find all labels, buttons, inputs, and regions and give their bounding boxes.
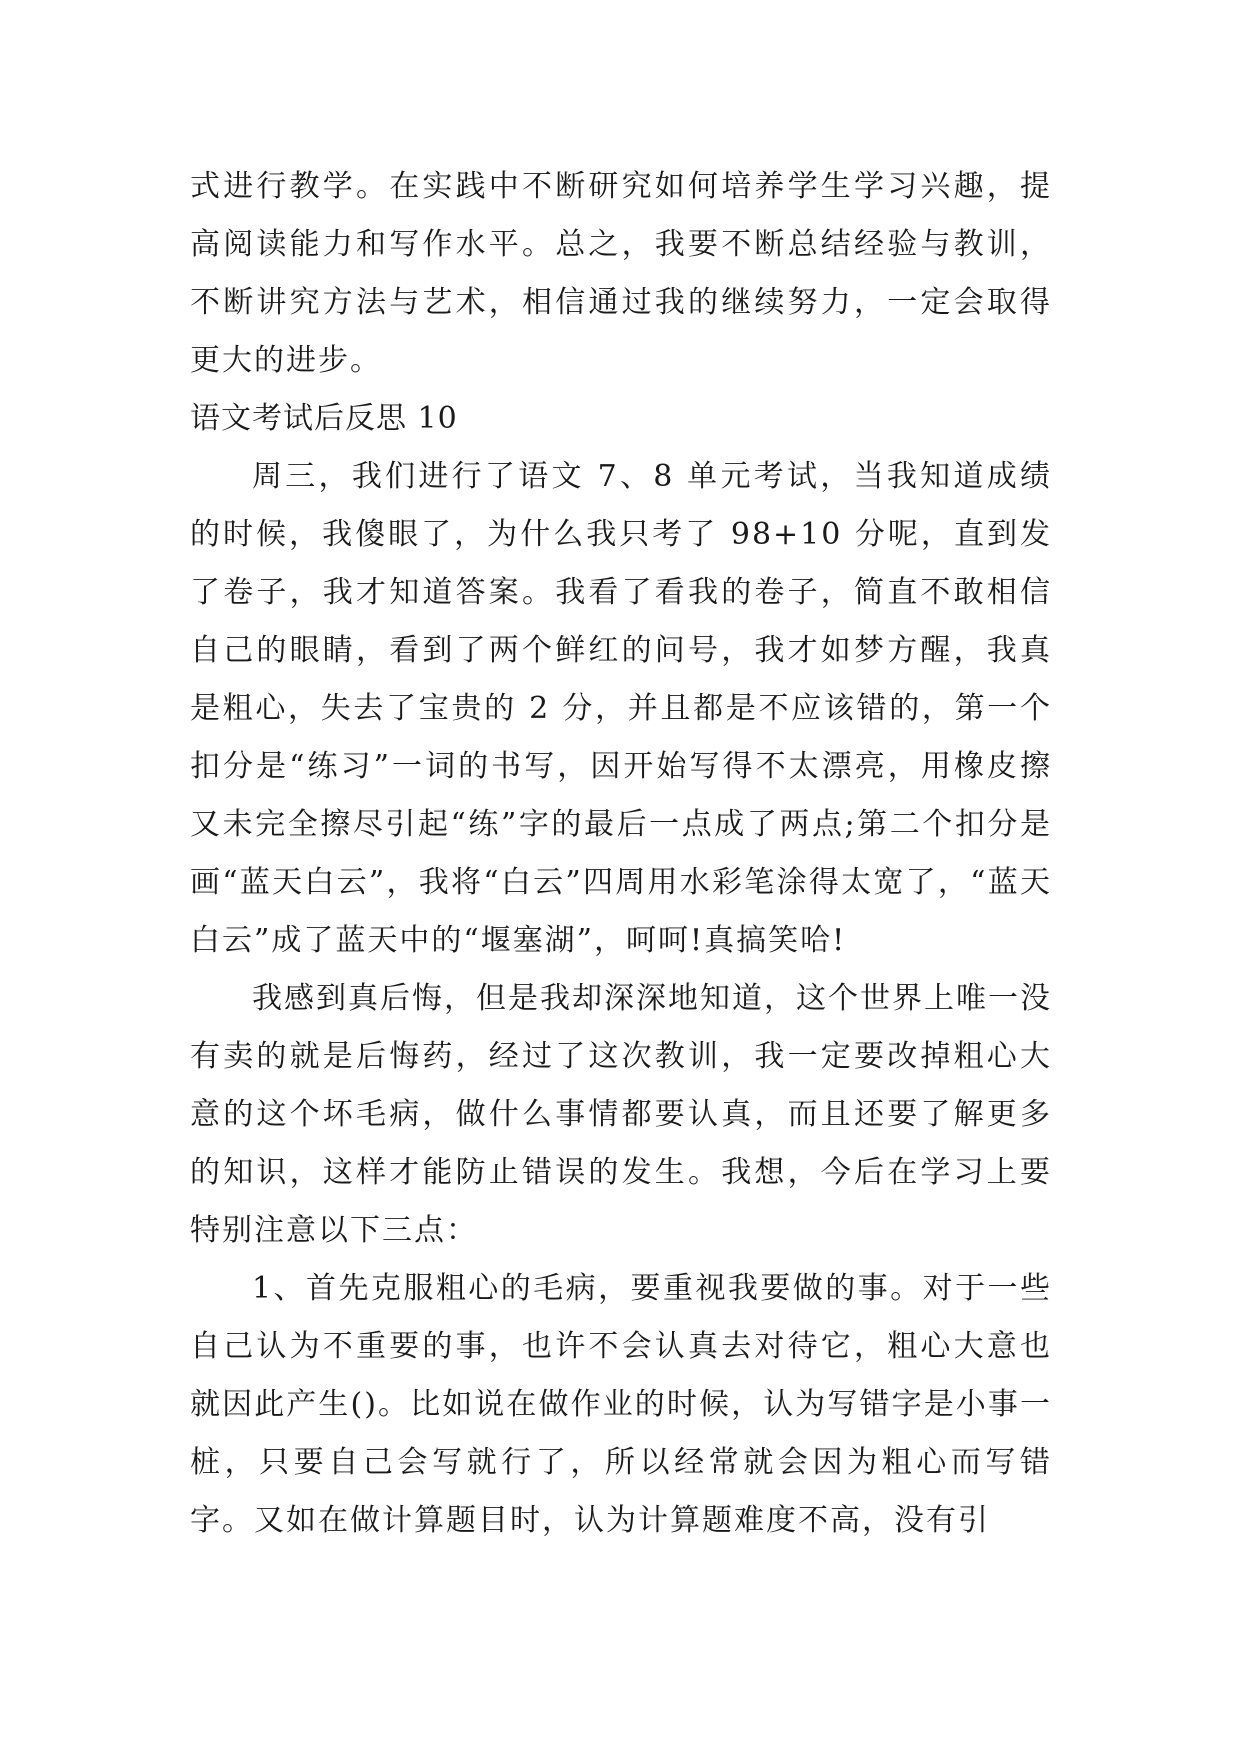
document-body bbox=[190, 158, 1052, 1550]
paragraph-exam-story: 周三，我们进行了语文 7、8 单元考试，当我知道成绩的时候，我傻眼了，为什么我只考了 98+10 分呢，直到发了卷子，我才知道答案。我看了看我的卷子，简直不敢相信自己的眼睛，看到了两个鲜红的问号，我才如梦方醒，我真是粗心，失去了宝贵的 2 分，并且都是不应该错的，第一个扣分是“练习”一词的书写，因开始写得不太漂亮，用橡皮擦又未完全擦尽引起“练”字的最后一点成了两点;第二个扣分是画“蓝天白云”，我将“白云”四周用水彩笔涂得太宽了，“蓝天白云”成了蓝天中的“堰塞湖”，呵呵!真搞笑哈! bbox=[190, 459, 1052, 958]
section-title: 语文考试后反思 10 bbox=[190, 401, 458, 436]
intro-paragraph: 式进行教学。在实践中不断研究如何培养学生学习兴趣，提高阅读能力和写作水平。总之，我要不断总结经验与教训，不断讲究方法与艺术，相信通过我的继续努力，一定会取得更大的进步。 bbox=[190, 169, 1052, 378]
paragraph-point-one: 1、首先克服粗心的毛病，要重视我要做的事。对于一些自己认为不重要的事，也许不会认真去对待它，粗心大意也就因此产生()。比如说在做作业的时候，认为写错字是小事一桩，只要自己会写就行了，所以经常就会因为粗心而写错字。又如在做计算题目时，认为计算题难度不高，没有引 bbox=[190, 1271, 1052, 1538]
paragraph-regret: 我感到真后悔，但是我却深深地知道，这个世界上唯一没有卖的就是后悔药，经过了这次教训，我一定要改掉粗心大意的这个坏毛病，做什么事情都要认真，而且还要了解更多的知识，这样才能防止错误的发生。我想，今后在学习上要特别注意以下三点： bbox=[190, 981, 1052, 1248]
